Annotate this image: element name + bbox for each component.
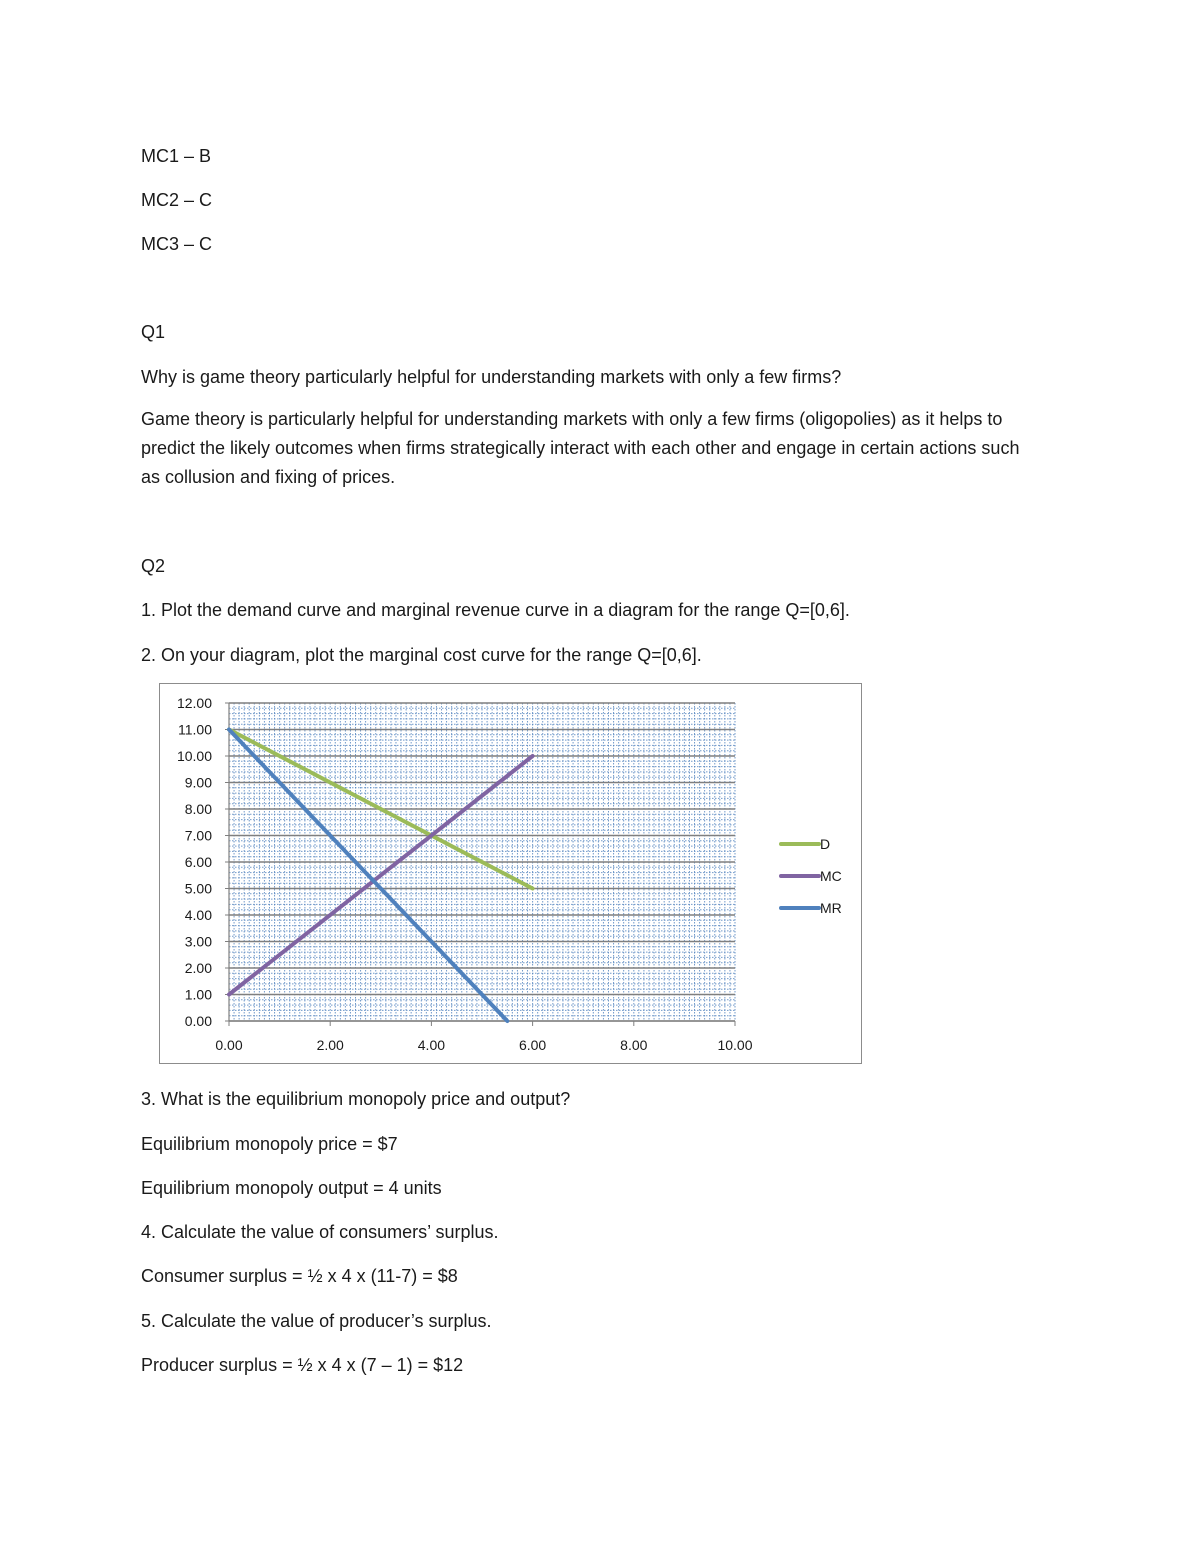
x-tick-label: 4.00 (417, 1037, 446, 1053)
y-tick-label: 9.00 (184, 774, 212, 791)
line-chart (160, 684, 861, 1063)
y-tick-label: 6.00 (184, 854, 212, 870)
price-answer: Equilibrium monopoly price = $7 (141, 1134, 398, 1154)
legend-label-mc: MC (820, 868, 842, 884)
answer-mc3: MC3 – C (141, 234, 213, 254)
x-tick-label: 2.00 (316, 1037, 344, 1053)
series-line-mr (229, 730, 507, 1022)
q1-question: Why is game theory particularly helpful for understanding markets with only a few firms? (141, 367, 842, 387)
q2-heading: Q2 (141, 556, 166, 576)
x-tick-label: 0.00 (215, 1037, 243, 1053)
x-tick-label: 10.00 (717, 1037, 753, 1053)
answer-mc1: MC1 – B (141, 146, 212, 166)
x-tick-label: 6.00 (518, 1037, 547, 1053)
y-tick-label: 8.00 (184, 801, 212, 817)
legend-label-d: D (820, 836, 831, 852)
q2-item-1: 1. Plot the demand curve and marginal revenue curve in a diagram for the range Q=[0,6]. (141, 600, 850, 620)
answer-mc2: MC2 – C (141, 190, 213, 210)
q2-item-5: 5. Calculate the value of producer’s surplus. (141, 1311, 492, 1331)
output-answer: Equilibrium monopoly output = 4 units (141, 1178, 442, 1198)
y-tick-label: 1.00 (184, 986, 212, 1003)
y-tick-label: 3.00 (184, 933, 212, 950)
y-tick-label: 7.00 (184, 827, 212, 844)
legend-label-mr: MR (820, 900, 842, 916)
q1-answer: Game theory is particularly helpful for understanding markets with only a few firms (oligopolies) as it helps to predict the likely outcomes when firms strategically interact with each other and engage in certain actions such as collusion and fixing of prices. (141, 409, 1020, 487)
consumer-surplus-answer: Consumer surplus = ½ x 4 x (11-7) = $8 (141, 1266, 458, 1286)
q2-item-4: 4. Calculate the value of consumers’ surplus. (141, 1222, 499, 1242)
q2-item-3: 3. What is the equilibrium monopoly price and output? (141, 1089, 571, 1109)
y-tick-label: 12.00 (176, 695, 212, 711)
producer-surplus-answer: Producer surplus = ½ x 4 x (7 – 1) = $12 (141, 1355, 464, 1375)
y-tick-label: 4.00 (184, 907, 212, 923)
q2-item-2: 2. On your diagram, plot the marginal cost curve for the range Q=[0,6]. (141, 645, 702, 665)
y-tick-label: 2.00 (184, 960, 212, 976)
y-tick-label: 5.00 (184, 880, 212, 897)
y-tick-label: 10.00 (176, 748, 212, 764)
x-tick-label: 8.00 (620, 1037, 648, 1053)
y-tick-label: 11.00 (178, 721, 212, 738)
q1-heading: Q1 (141, 322, 166, 342)
chart-container (159, 683, 862, 1064)
y-tick-label: 0.00 (184, 1013, 212, 1029)
